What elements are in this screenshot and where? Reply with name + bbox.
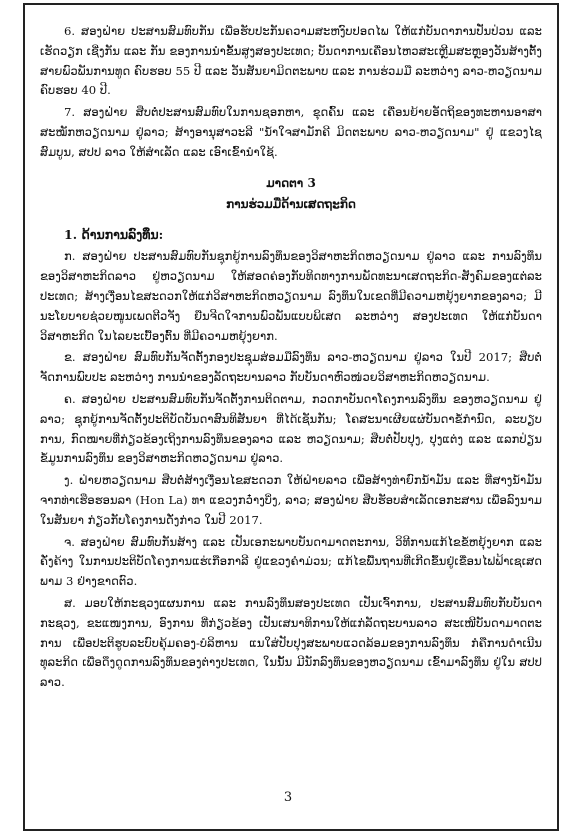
paragraph-so: ສ. ມອບໃຫ້ກະຊວງແຜນການ ແລະ ການລົງທຶນສອງປະເທດ ເປັນເຈົ້າການ, ປະສານສົມທົບກັບບັນດາກະຊວງ, ຂະແໜງການ, ອົງການ ທີ່ກ່ຽວຂ້ອງ ເປັນເສນາທິການໃຫ້ແກ່ລັດຖະບານລາວ ສະເໜີບັນດາມາດຕະການ ເພື່ອປະຕິຮູບລະບົບຄຸ້ມຄອງ-ບໍລິຫານ ແນໃສ່ປັບປຸງສະພາບແວດລ້ອມຂອງການລົງທຶນ ກໍຄືການດຳເນີນທຸລະກິດ ເພື່ອດຶງດູດການລົງທຶນຂອງຕ່າງປະເທດ, ໃນນັ້ນ ມີນັກລົງທຶນຂອງຫວຽດນາມ ເຂົ້າມາລົງທຶນ ຢູ່ໃນ ສປປ ລາວ. (40, 595, 542, 690)
page-number: 3 (283, 790, 293, 805)
paragraph-ngo: ງ. ຝ່າຍຫວຽດນາມ ສືບຕໍ່ສ້າງເງື່ອນໄຂສະດວກ ໃຫ້ຝ່າຍລາວ ເພື່ອສ້າງທ່າຍົກນ້ຳມັນ ແລະ ທີ່ສາງນ້ຳມັນ ຈາກທ່າເຮືອຮອນລາ (Hon La) ທາ ແຂວງກວ໋າງບິ່ງ, ລາວ; ສອງຝ່າຍ ສືບຮັອບສຳເລັດເອກະສານ ເພື່ອລົງນາມໃນສັນຍາ ກ່ຽວກັບໂຄງການດັ່ງກ່າວ ໃນປີ 2017. (40, 473, 542, 527)
section-heading: 1. ດ້ານການລົງທຶນ: (64, 226, 164, 242)
article-title: ມາດຕາ 3 (266, 175, 316, 190)
article-subtitle: ການຮ່ວມມືດ້ານເສດຖະກິດ (226, 196, 356, 211)
paragraph-cho: ຈ. ສອງຝ່າຍ ສົມທົບກັນສ້າງ ແລະ ເປັນເອກະພາບບັນດາມາດຕະການ, ວິທີການແກ້ໄຂຂໍ້ຫຍຸ້ງຍາກ ແລະ ຄັ່ງຄ້າງ ໃນການປະຕິບັດໂຄງການແຮ່ເກືອກາລີ ຢູ່ແຂວງຄຳມ່ວນ; ແກ້ໄຂພື້ນຖານທີ່ເກີດຂຶ້ນຢູ່ເຂື່ອນໄຟຟ້າເຊເສດພາມ 3 ຢ່າງຂາດຕົວ. (40, 534, 542, 589)
paragraph-7: 7. ສອງຝ່າຍ ສືບຕໍ່ປະສານສົມທົບໃນການຊອກຫາ, ຂຸດຄົ້ນ ແລະ ເຄື່ອນຍ້າຍອັດຖິຂອງທະຫານອາສາສະໝັກຫວຽດນາມ ຢູ່ລາວ; ສ້າງອານຸສາວະລີ "ນ້ຳໃຈສາມັກຄີ ມິດຕະພາບ ລາວ-ຫວຽດນາມ" ຢູ່ ແຂວງໄຊສົມບູນ, ສປປ ລາວ ໃຫ້ສຳເລັດ ແລະ ເອົາເຂົ້ານຳໃຊ້. (40, 105, 542, 159)
paragraph-kho: ຂ. ສອງຝ່າຍ ສົມທົບກັນຈັດຕັ້ງກອງປະຊຸມສ່ອມມືລົງທຶນ ລາວ-ຫວຽດນາມ ຢູ່ລາວ ໃນປີ 2017; ສືບຕໍ່ຈັດການພົບປະ ລະຫວ່າງ ການນຳຂອງລັດຖະບານລາວ ກັບບັນດາຫົວໜ່ວຍວິສາຫະກິດຫວຽດນາມ. (40, 350, 542, 385)
paragraph-kho-2: ຄ. ສອງຝ່າຍ ປະສານສົມທົບກັນຈັດຕັ້ງການຕິດຕາມ, ກວດກາບັນດາໂຄງການລົງທຶນ ຂອງຫວຽດນາມ ຢູ່ລາວ; ຊຸກຍູ້ການຈັດຕັ້ງປະຕິບັດບັນດາສົນທິສັນຍາ ທີ່ໄດ້ເຊັນກັນ; ໂຄສະນາເຜີຍແຜ່ບັນດາຂໍ້ກຳນົດ, ລະບຽບການ, ກົດໝາຍທີ່ກ່ຽວຂ້ອງເຖິງການລົງທຶນຂອງລາວ ແລະ ຫວຽດນາມ; ສືບຕໍ່ປັບປຸງ, ປຸງແຕ່ງ ແລະ ແລກປ່ຽນຂໍ້ມູນການລົງທຶນ ຂອງວິສາຫະກິດຫວຽດນາມ ຢູ່ລາວ. (40, 391, 542, 466)
document-body (40, 22, 542, 695)
paragraph-6: 6. ສອງຝ່າຍ ປະສານສົມທົບກັນ ເພື່ອຮັບປະກັນຄວາມສະຫງົບປອດໄພ ໃຫ້ແກ່ບັນດາການປັ່ນປ່ວນ ແລະ ເຮັດວຽກ ເຊີ່ງກັນ ແລະ ກັນ ຂອງການນຳຂັ້ນສູງສອງປະເທດ; ບັນດາການເຄື່ອນໄຫວສະເຫຼີມສະຫຼອງວັນສ້າງຕັ້ງສາຍພົວພັນການທູດ ຄົບຮອບ 55 ປີ ແລະ ວັນສັນຍາມິດຕະພາບ ແລະ ການຮ່ວມມື ລະຫວ່າງ ລາວ-ຫວຽດນາມ ຄົບຮອບ 40 ປີ. (40, 24, 542, 98)
paragraph-ka: ກ. ສອງຝ່າຍ ປະສານສົມທົບກັນຊຸກຍູ້ການລົງທຶນຂອງວິສາຫະກິດຫວຽດນາມ ຢູ່ລາວ ແລະ ການລົງທຶນຂອງວິສາຫະກິດລາວ ຢູ່ຫວຽດນາມ ໃຫ້ສອດຄ່ອງກັບທິດທາງການພັດທະນາເສດຖະກິດ-ສັງຄົມຂອງແຕ່ລະປະເທດ; ສ້າງເງື່ອນໄຂສະດວກໃຫ້ແກ່ວິສາຫະກິດຫວຽດນາມ ລົງທຶນໃນເຂດທີ່ມີຄວາມຫຍຸ້ງຍາກຂອງລາວ; ມີນະໂຍບາຍຊ່ວຍໜູນເພດຕີວຈັງ ຍືນຈີດໃຈການພົວພັນແບບພິເສດ ລະຫວ່າງ ສອງປະເທດ ໃຫ້ແກ່ບັນດາວິສາຫະກິດ ໃນໄລຍະເບື້ອງຕົ້ນ ທີ່ມີຄວາມຫຍຸ້ງຍາກ. (40, 249, 542, 343)
